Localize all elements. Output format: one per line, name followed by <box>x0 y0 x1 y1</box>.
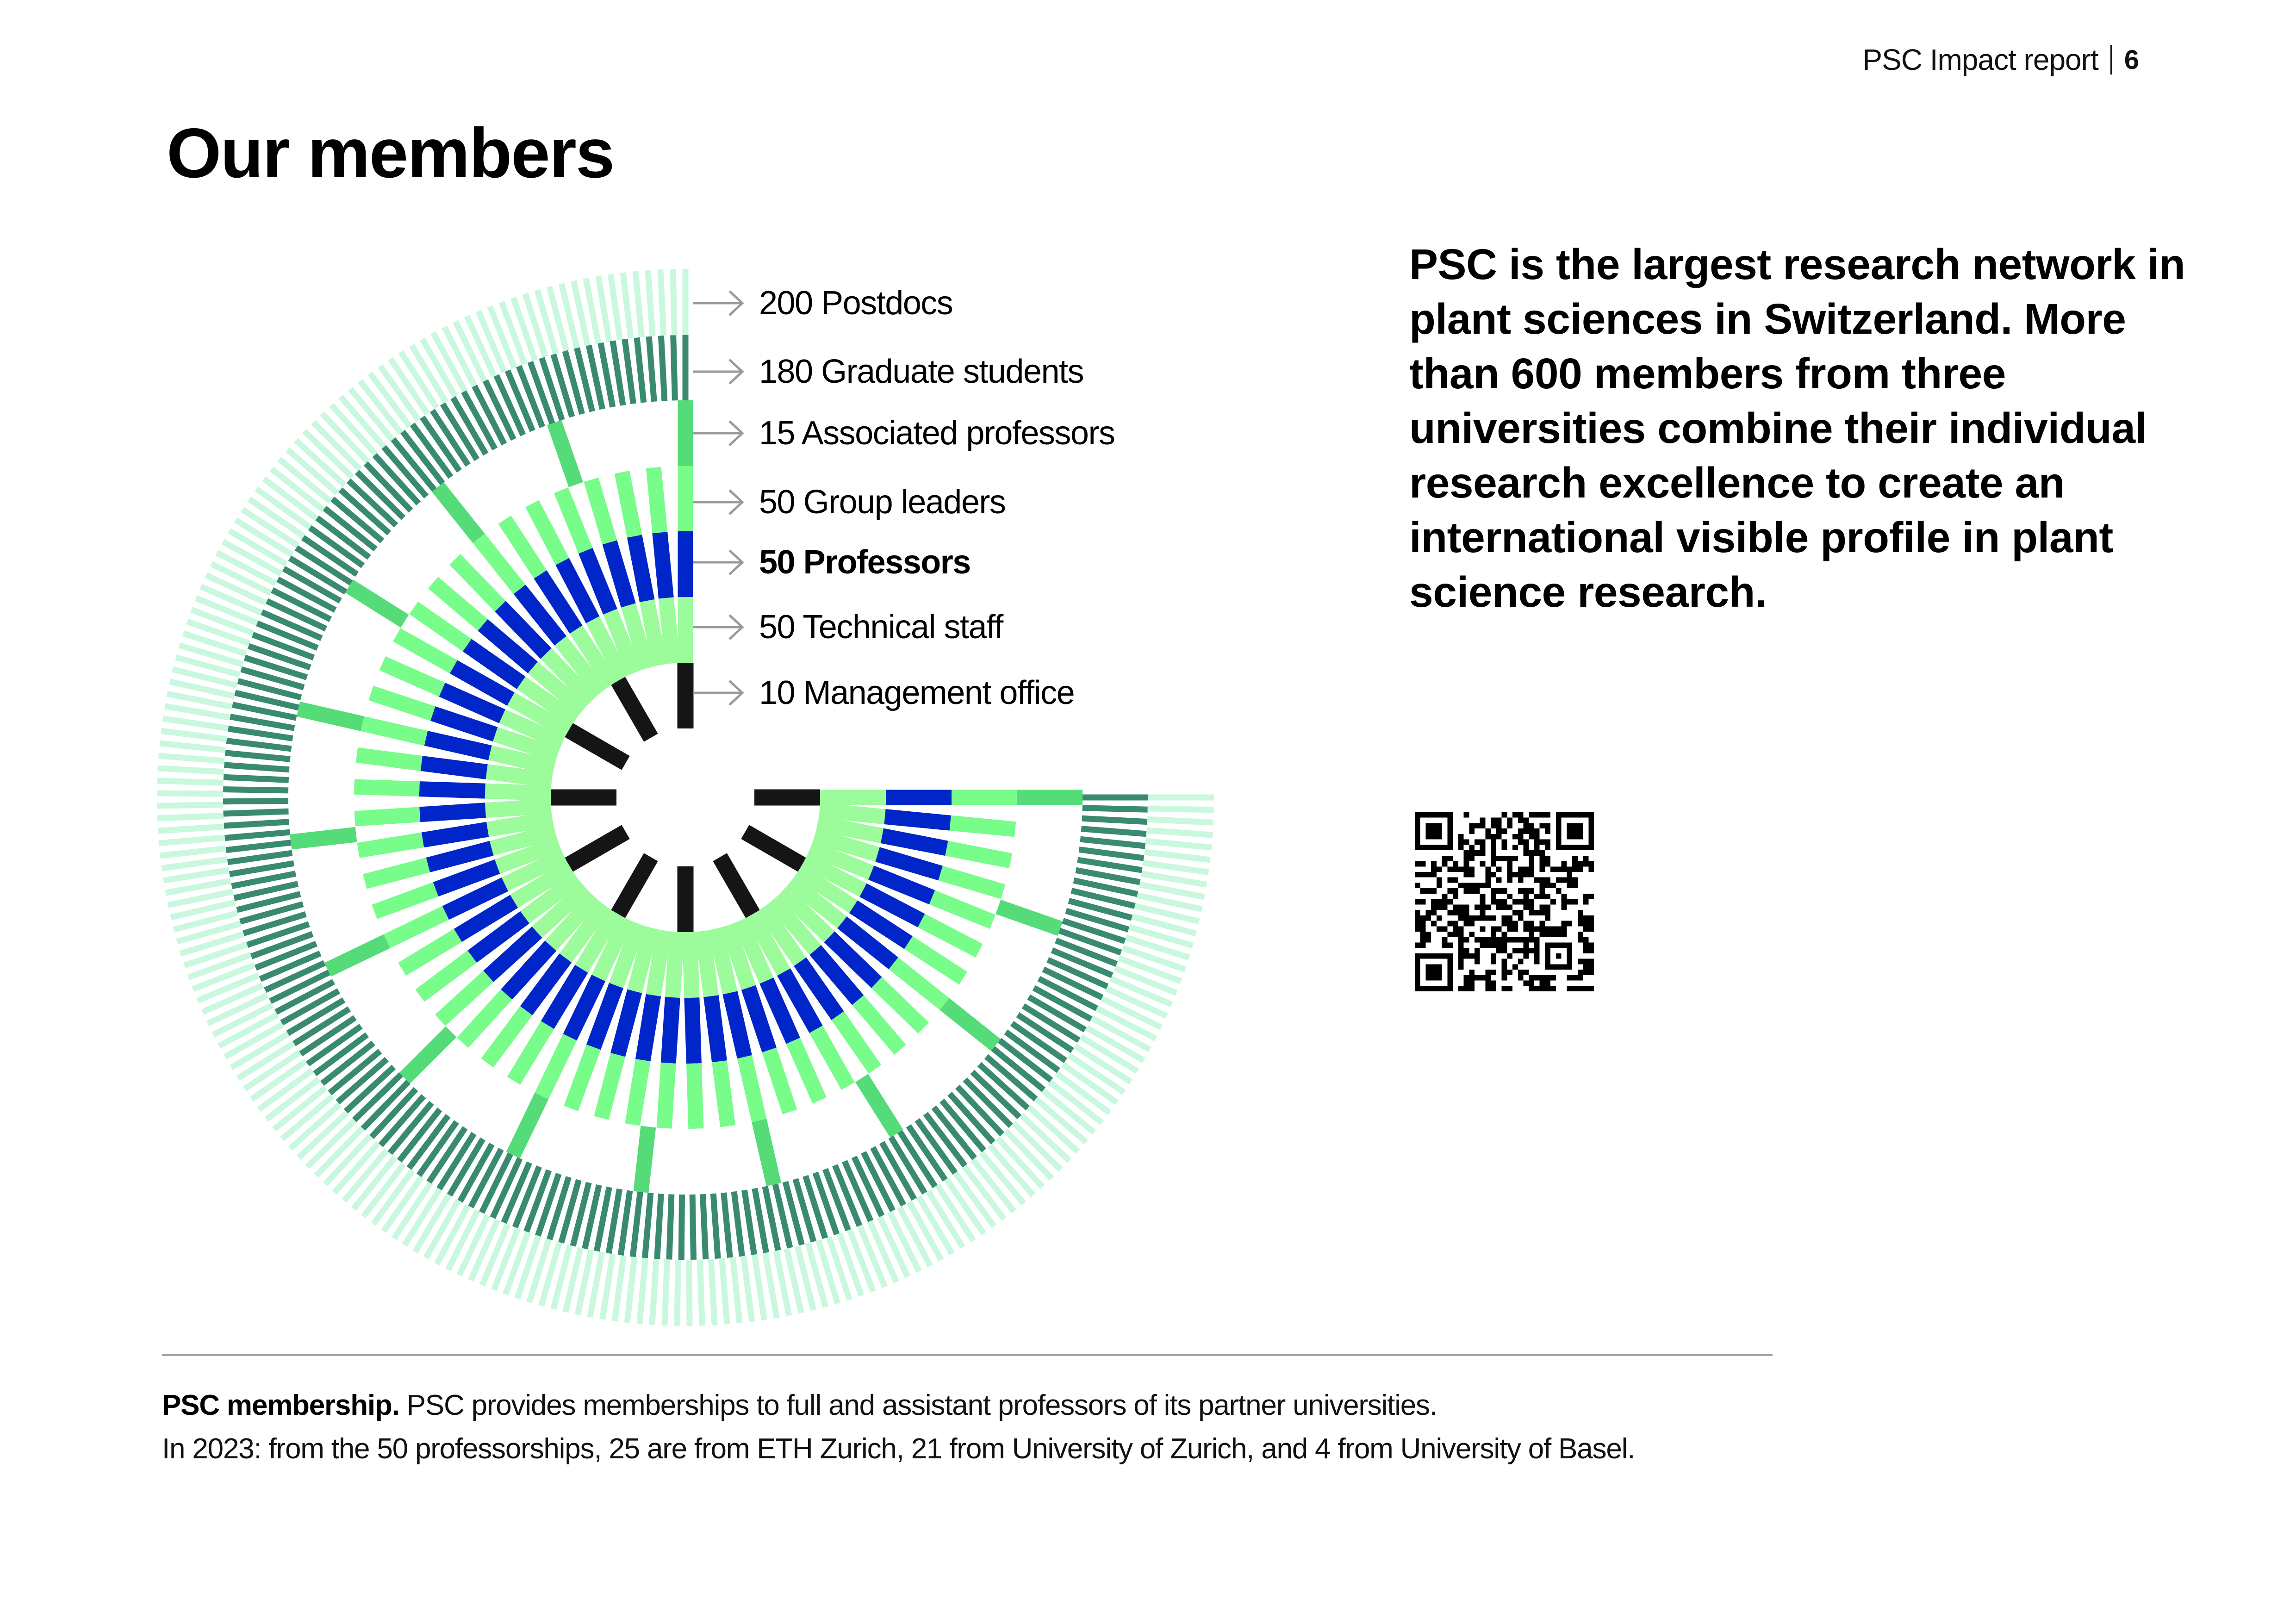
member-spoke <box>224 777 289 780</box>
member-spoke <box>625 339 634 404</box>
member-spoke <box>1082 818 1147 821</box>
member-spoke <box>362 724 426 738</box>
arrow-right-icon <box>693 548 744 576</box>
member-spoke <box>603 1254 613 1319</box>
member-spoke <box>860 1226 885 1287</box>
member-spoke <box>1147 830 1213 835</box>
member-spoke <box>945 1004 996 1045</box>
footnote-line2: In 2023: from the 50 professorships, 25 are from ETH Zurich, 21 from University of Zurich, and 4 from University of Basel. <box>162 1433 1635 1465</box>
member-spoke <box>159 838 225 843</box>
member-spoke <box>690 932 692 998</box>
member-spoke <box>793 1041 820 1101</box>
legend-item <box>693 285 952 322</box>
member-spoke <box>598 276 610 342</box>
member-spoke <box>519 366 542 427</box>
member-spoke <box>428 848 492 865</box>
member-spoke <box>677 1260 678 1326</box>
page-number: 6 <box>2124 44 2139 75</box>
member-spoke <box>420 810 485 815</box>
member-spoke <box>610 542 628 605</box>
member-spoke <box>711 1259 715 1326</box>
member-spoke <box>711 996 719 1061</box>
member-spoke <box>657 1194 661 1259</box>
member-spoke <box>703 931 711 996</box>
member-spoke <box>745 1057 759 1120</box>
member-spoke <box>541 1037 570 1096</box>
member-spoke <box>490 306 515 368</box>
member-spoke <box>1145 852 1210 860</box>
member-spoke <box>1141 874 1207 885</box>
member-spoke <box>850 1230 873 1292</box>
member-spoke <box>609 1189 619 1253</box>
arrow-right-icon <box>693 419 744 447</box>
member-spoke <box>422 764 487 772</box>
member-spoke <box>618 857 651 914</box>
member-spoke <box>426 738 490 753</box>
member-spoke <box>641 1127 648 1192</box>
member-spoke <box>157 805 223 806</box>
member-spoke <box>404 1032 451 1078</box>
member-spoke <box>192 610 254 633</box>
member-spoke <box>998 907 1060 929</box>
member-spoke <box>354 787 419 789</box>
member-spoke <box>730 993 745 1057</box>
member-spoke <box>1147 819 1213 822</box>
member-spoke <box>610 274 620 340</box>
member-spoke <box>694 1064 696 1129</box>
member-spoke <box>882 836 946 848</box>
member-spoke <box>633 1192 640 1257</box>
member-spoke <box>397 635 454 667</box>
member-spoke <box>769 1050 790 1112</box>
member-spoke <box>724 1193 730 1257</box>
member-spoke <box>160 743 225 750</box>
legend-label: 50 Technical staff <box>759 609 1003 646</box>
member-spoke <box>615 1256 623 1321</box>
member-spoke <box>163 870 229 880</box>
member-spoke <box>223 801 288 802</box>
member-spoke <box>387 913 446 941</box>
member-spoke <box>689 1260 690 1326</box>
member-spoke <box>700 1260 703 1326</box>
member-spoke <box>358 840 423 851</box>
member-spoke <box>664 1063 668 1128</box>
member-spoke <box>643 995 653 1060</box>
qr-code-icon[interactable] <box>1415 812 1594 991</box>
member-spoke <box>825 1169 848 1230</box>
legend-label: 50 Professors <box>759 544 971 581</box>
member-spoke <box>225 753 290 759</box>
member-spoke <box>355 815 420 819</box>
member-spoke <box>601 1055 618 1118</box>
member-spoke <box>672 932 677 997</box>
member-spoke <box>627 1257 635 1323</box>
member-spoke <box>665 1259 667 1326</box>
legend-label: 10 Management office <box>759 674 1075 711</box>
member-spoke <box>513 1096 542 1155</box>
member-spoke <box>165 706 230 718</box>
member-spoke <box>226 843 291 850</box>
member-spoke <box>734 1192 742 1257</box>
member-spoke <box>744 1256 752 1322</box>
member-spoke <box>227 741 292 749</box>
member-spoke <box>1080 839 1145 846</box>
member-spoke <box>382 663 442 690</box>
member-spoke <box>423 829 487 840</box>
member-spoke <box>745 1190 754 1255</box>
member-spoke <box>745 832 802 865</box>
legend-item <box>693 353 1083 390</box>
member-spoke <box>720 1061 728 1126</box>
member-spoke <box>660 533 666 598</box>
member-spoke <box>640 1258 645 1324</box>
legend-item <box>693 674 1074 711</box>
member-spoke <box>666 598 672 663</box>
member-spoke <box>885 817 950 823</box>
member-spoke <box>1077 860 1142 870</box>
member-spoke <box>653 467 660 532</box>
member-spoke <box>1056 940 1117 964</box>
member-spoke <box>759 1120 774 1185</box>
legend-label: 180 Graduate students <box>759 353 1084 390</box>
member-spoke <box>365 865 428 882</box>
member-spoke <box>722 1258 727 1325</box>
legend-label: 15 Associated professors <box>759 415 1115 452</box>
member-spoke <box>1148 809 1214 810</box>
member-spoke <box>622 472 635 536</box>
member-spoke <box>485 791 551 793</box>
member-spoke <box>618 991 635 1055</box>
member-spoke <box>482 1224 508 1285</box>
member-spoke <box>692 1195 693 1260</box>
member-spoke <box>228 729 292 739</box>
arrow-right-icon <box>693 613 744 641</box>
legend-item <box>693 544 971 581</box>
member-spoke <box>591 480 610 542</box>
member-spoke <box>652 1259 656 1325</box>
member-spoke <box>1083 808 1148 810</box>
arrow-right-icon <box>693 358 744 386</box>
member-spoke <box>681 1195 682 1260</box>
member-spoke <box>1079 850 1144 859</box>
footnote-divider <box>162 1354 1773 1356</box>
member-spoke <box>637 338 644 403</box>
member-spoke <box>162 859 227 868</box>
member-spoke <box>357 755 422 763</box>
footnote <box>162 1384 1828 1471</box>
member-spoke <box>921 921 979 951</box>
arrow-right-icon <box>693 289 744 317</box>
member-spoke <box>673 335 675 400</box>
member-spoke <box>532 504 562 561</box>
member-spoke <box>816 1029 848 1086</box>
member-spoke <box>618 681 651 738</box>
member-spoke <box>158 768 224 772</box>
member-spoke <box>349 586 405 622</box>
arrow-right-icon <box>693 679 744 707</box>
member-spoke <box>633 1060 643 1125</box>
member-spoke <box>438 487 479 538</box>
member-spoke <box>230 863 294 874</box>
member-spoke <box>720 857 753 914</box>
member-spoke <box>224 811 289 814</box>
member-spoke <box>649 336 654 402</box>
member-spoke <box>754 1255 764 1320</box>
member-spoke <box>635 536 647 601</box>
member-spoke <box>158 827 224 831</box>
member-spoke <box>669 1195 672 1260</box>
member-spoke <box>703 1194 706 1259</box>
member-spoke <box>371 693 433 713</box>
member-spoke <box>159 756 225 761</box>
member-spoke <box>228 853 292 862</box>
member-spoke <box>635 271 642 337</box>
member-spoke <box>160 848 226 856</box>
legend-label: 50 Group leaders <box>759 484 1006 521</box>
member-spoke <box>487 772 552 780</box>
member-spoke <box>1115 969 1176 993</box>
member-spoke <box>668 997 672 1063</box>
member-spoke <box>299 709 363 724</box>
member-spoke <box>660 269 664 336</box>
legend-label: 200 Postdocs <box>759 285 953 322</box>
legend-item <box>693 415 1114 452</box>
member-spoke <box>648 270 653 336</box>
member-spoke <box>554 423 576 485</box>
report-title: PSC Impact report <box>1862 43 2098 76</box>
legend-item <box>693 609 1003 646</box>
intro-text: PSC is the largest research network in plant sciences in Switzerland. More than 600 members from three universities combine their individual research excellence to create an international visible profile in plant science research. <box>1409 240 2185 616</box>
member-spoke <box>161 731 227 739</box>
member-spoke <box>862 1078 897 1133</box>
member-spoke <box>569 832 626 865</box>
member-spoke <box>163 718 228 728</box>
member-spoke <box>224 765 290 770</box>
member-spoke <box>157 793 223 794</box>
member-spoke <box>561 490 585 551</box>
member-spoke <box>692 998 694 1064</box>
member-spoke <box>623 273 631 338</box>
footnote-lead: PSC membership. <box>162 1389 399 1421</box>
member-spoke <box>1081 829 1146 834</box>
member-spoke <box>291 834 356 842</box>
member-spoke <box>1143 863 1209 872</box>
member-spoke <box>946 848 1010 861</box>
member-spoke <box>661 336 664 401</box>
member-spoke <box>673 269 674 335</box>
member-spoke <box>1146 841 1212 848</box>
member-spoke <box>419 789 485 791</box>
member-spoke <box>645 1193 650 1258</box>
member-spoke <box>196 598 257 623</box>
member-spoke <box>374 890 436 912</box>
member-spoke <box>877 854 940 873</box>
member-spoke <box>494 1228 518 1290</box>
legend-item <box>693 484 1005 521</box>
member-spoke <box>569 730 626 763</box>
member-spoke <box>224 822 289 826</box>
member-spoke <box>950 823 1015 829</box>
member-spoke <box>653 930 664 995</box>
page-title: Our members <box>167 114 614 193</box>
member-spoke <box>157 781 224 783</box>
member-spoke <box>733 1257 740 1323</box>
member-spoke <box>193 965 255 989</box>
member-spoke <box>765 1253 777 1318</box>
arrow-right-icon <box>693 488 744 516</box>
member-spoke <box>253 635 314 658</box>
member-spoke <box>328 941 387 970</box>
member-spoke <box>225 832 290 838</box>
member-spoke <box>940 873 1003 892</box>
member-spoke <box>613 341 623 405</box>
ring-technical-staff <box>485 597 886 998</box>
member-spoke <box>198 975 259 1001</box>
member-spoke <box>932 897 993 922</box>
footnote-line1: PSC provides memberships to full and assistant professors of its partner universities. <box>399 1389 1437 1421</box>
member-spoke <box>571 1047 594 1108</box>
member-spoke <box>621 1191 630 1256</box>
member-spoke <box>485 806 551 810</box>
member-spoke <box>157 815 224 818</box>
member-spoke <box>713 1194 718 1259</box>
member-spoke <box>820 810 885 817</box>
